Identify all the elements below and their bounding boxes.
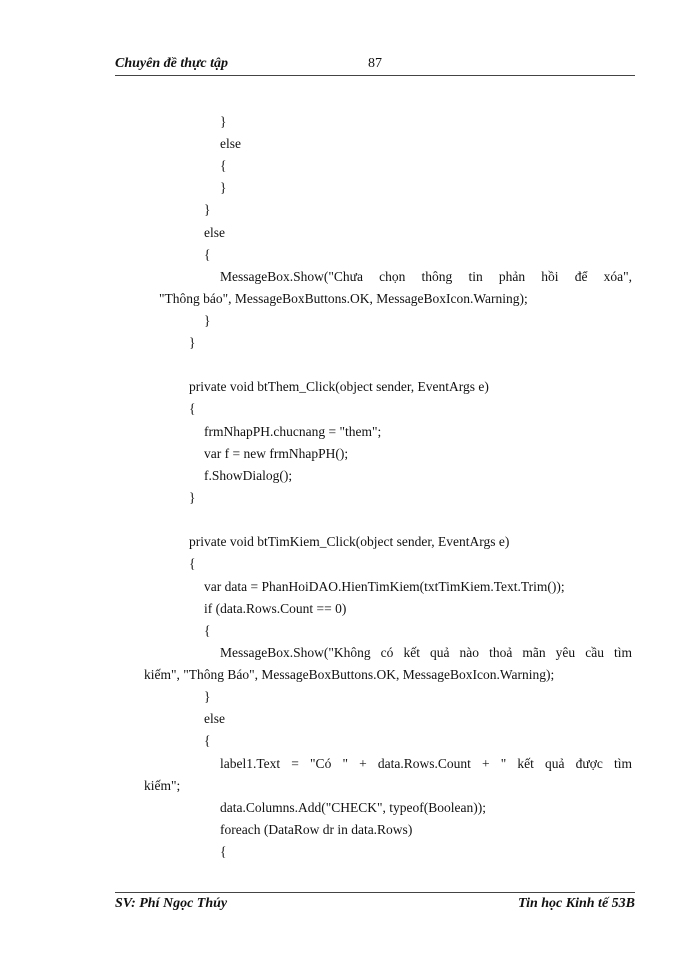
code-line: "Thông báo", MessageBoxButtons.OK, MessageBoxIcon.Warning); [159,291,528,306]
code-line: kiếm"; [144,778,181,793]
code-line: if (data.Rows.Count == 0) [204,601,347,616]
footer-rule [115,892,635,893]
code-line: { [204,247,211,262]
code-line: f.ShowDialog(); [204,468,293,483]
code-line: frmNhapPH.chucnang = "them"; [204,424,382,439]
code-line: var f = new frmNhapPH(); [204,446,349,461]
code-line: } [204,313,211,328]
code-line: { [189,401,196,416]
code-line: } [220,180,227,195]
code-line: var data = PhanHoiDAO.HienTimKiem(txtTimKiem.Text.Trim()); [204,579,565,594]
page-header [115,56,635,76]
code-line: else [204,711,225,726]
code-line: private void btThem_Click(object sender, EventArgs e) [189,379,489,394]
code-line: } [189,335,196,350]
page-number: 87 [368,56,382,71]
code-line: { [204,623,211,638]
code-line: else [220,136,241,151]
code-line: MessageBox.Show("Không có kết quả nào thoả mãn yêu cầu tìm [220,645,632,660]
code-line: { [220,844,227,859]
code-line: private void btTimKiem_Click(object sender, EventArgs e) [189,534,510,549]
code-line: { [220,158,227,173]
code-line: kiếm", "Thông Báo", MessageBoxButtons.OK, MessageBoxIcon.Warning); [144,667,555,682]
code-line: else [204,225,225,240]
code-line: } [204,202,211,217]
document-title: Chuyên đề thực tập [115,56,229,71]
code-line: } [220,114,227,129]
code-line: { [204,733,211,748]
code-line: MessageBox.Show("Chưa chọn thông tin phản hồi để xóa", [220,269,632,284]
code-line: { [189,556,196,571]
code-line: data.Columns.Add("CHECK", typeof(Boolean)); [220,800,486,815]
code-line: } [189,490,196,505]
code-line: } [204,689,211,704]
header-rule [115,75,635,76]
code-line: label1.Text = "Có " + data.Rows.Count + " kết quả được tìm [220,756,632,771]
footer-student-name: SV: Phí Ngọc Thúy [115,896,228,911]
footer-class-name: Tin học Kinh tế 53B [518,896,635,911]
code-line: foreach (DataRow dr in data.Rows) [220,822,413,837]
